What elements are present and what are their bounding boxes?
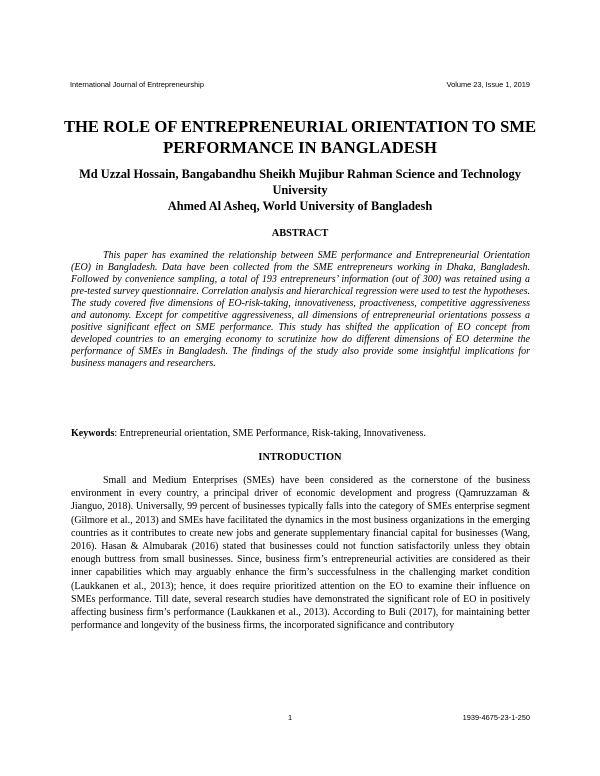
author-2: Ahmed Al Asheq, World University of Bangladesh — [167, 199, 433, 213]
article-code: 1939-4675-23-1-250 — [462, 713, 530, 722]
introduction-text: Small and Medium Enterprises (SMEs) have been considered as the cornerstone of the business environment in every country, a principal driver of economic development and progress (Qamruzzaman & Jianguo, 2018). Universally, 99 percent of businesses typically falls into the category of SMEs enterprise segment (Gilmore et al., 2013) and SMEs have facilitated the dynamics in the most business organizations in the emerging countries as it contributes to create new jobs and generate supplementary financial capital for businesses (Wang, 2016). Hasan & Almubarak (2016) stated that businesses could not function satisfactorily unless they obtain enough buttress from small businesses. Since, business firm’s entrepreneurial activities are considered as their inner capabilities which may arguably enhance the firm’s successfulness in the challenging market condition (Laukkanen et al., 2013); hence, it does require prioritized attention on the EO to examine their influence on SMEs performance. Till date, several research studies have demonstrated the significant role of EO in positively affecting business firm’s performance (Laukkanen et al., 2013). According to Buli (2017), for maintaining better performance and longevity of the business firms, the incorporated significance and contributory — [71, 475, 530, 632]
introduction-heading: INTRODUCTION — [258, 452, 342, 463]
author-1: Md Uzzal Hossain, Bangabandhu Sheikh Mujibur Rahman Science and Technology University — [79, 167, 521, 197]
volume-issue: Volume 23, Issue 1, 2019 — [446, 80, 530, 89]
abstract-text: This paper has examined the relationship between SME performance and Entrepreneurial Orientation (EO) in Bangladesh. Data have been collected from the SME entrepreneurs working in Dhaka, Bangladesh. Followed by convenience sampling, a total of 193 entrepreneurs’ information (out of 300) was retained using a pre-tested survey questionnaire. Correlation analysis and hierarchical regression were used to test the hypotheses. The study covered five dimensions of EO-risk-taking, innovativeness, proactiveness, competitive aggressiveness and autonomy. Except for competitive aggressiveness, all dimensions of entrepreneurial orientations possess a positive significant effect on SME performance. This study has shifted the application of EO concept from developed countries to an emerging economy to scrutinize how do different dimensions of EO determine the performance of SMEs in Bangladesh. The findings of the study also provide some insightful implications for business managers and researchers. — [71, 250, 530, 369]
page-number: 1 — [288, 713, 293, 722]
keywords-label: Keywords — [71, 428, 115, 439]
keywords-line — [71, 428, 541, 440]
journal-name: International Journal of Entrepreneurship — [70, 80, 204, 89]
paper-title: THE ROLE OF ENTREPRENEURIAL ORIENTATION TO SME PERFORMANCE IN BANGLADESH — [63, 117, 537, 157]
running-header — [70, 80, 530, 92]
page-footer — [70, 713, 530, 725]
abstract-heading: ABSTRACT — [271, 228, 329, 239]
keywords-text: : Entrepreneurial orientation, SME Performance, Risk-taking, Innovativeness. — [114, 428, 426, 439]
author-block — [60, 166, 540, 214]
